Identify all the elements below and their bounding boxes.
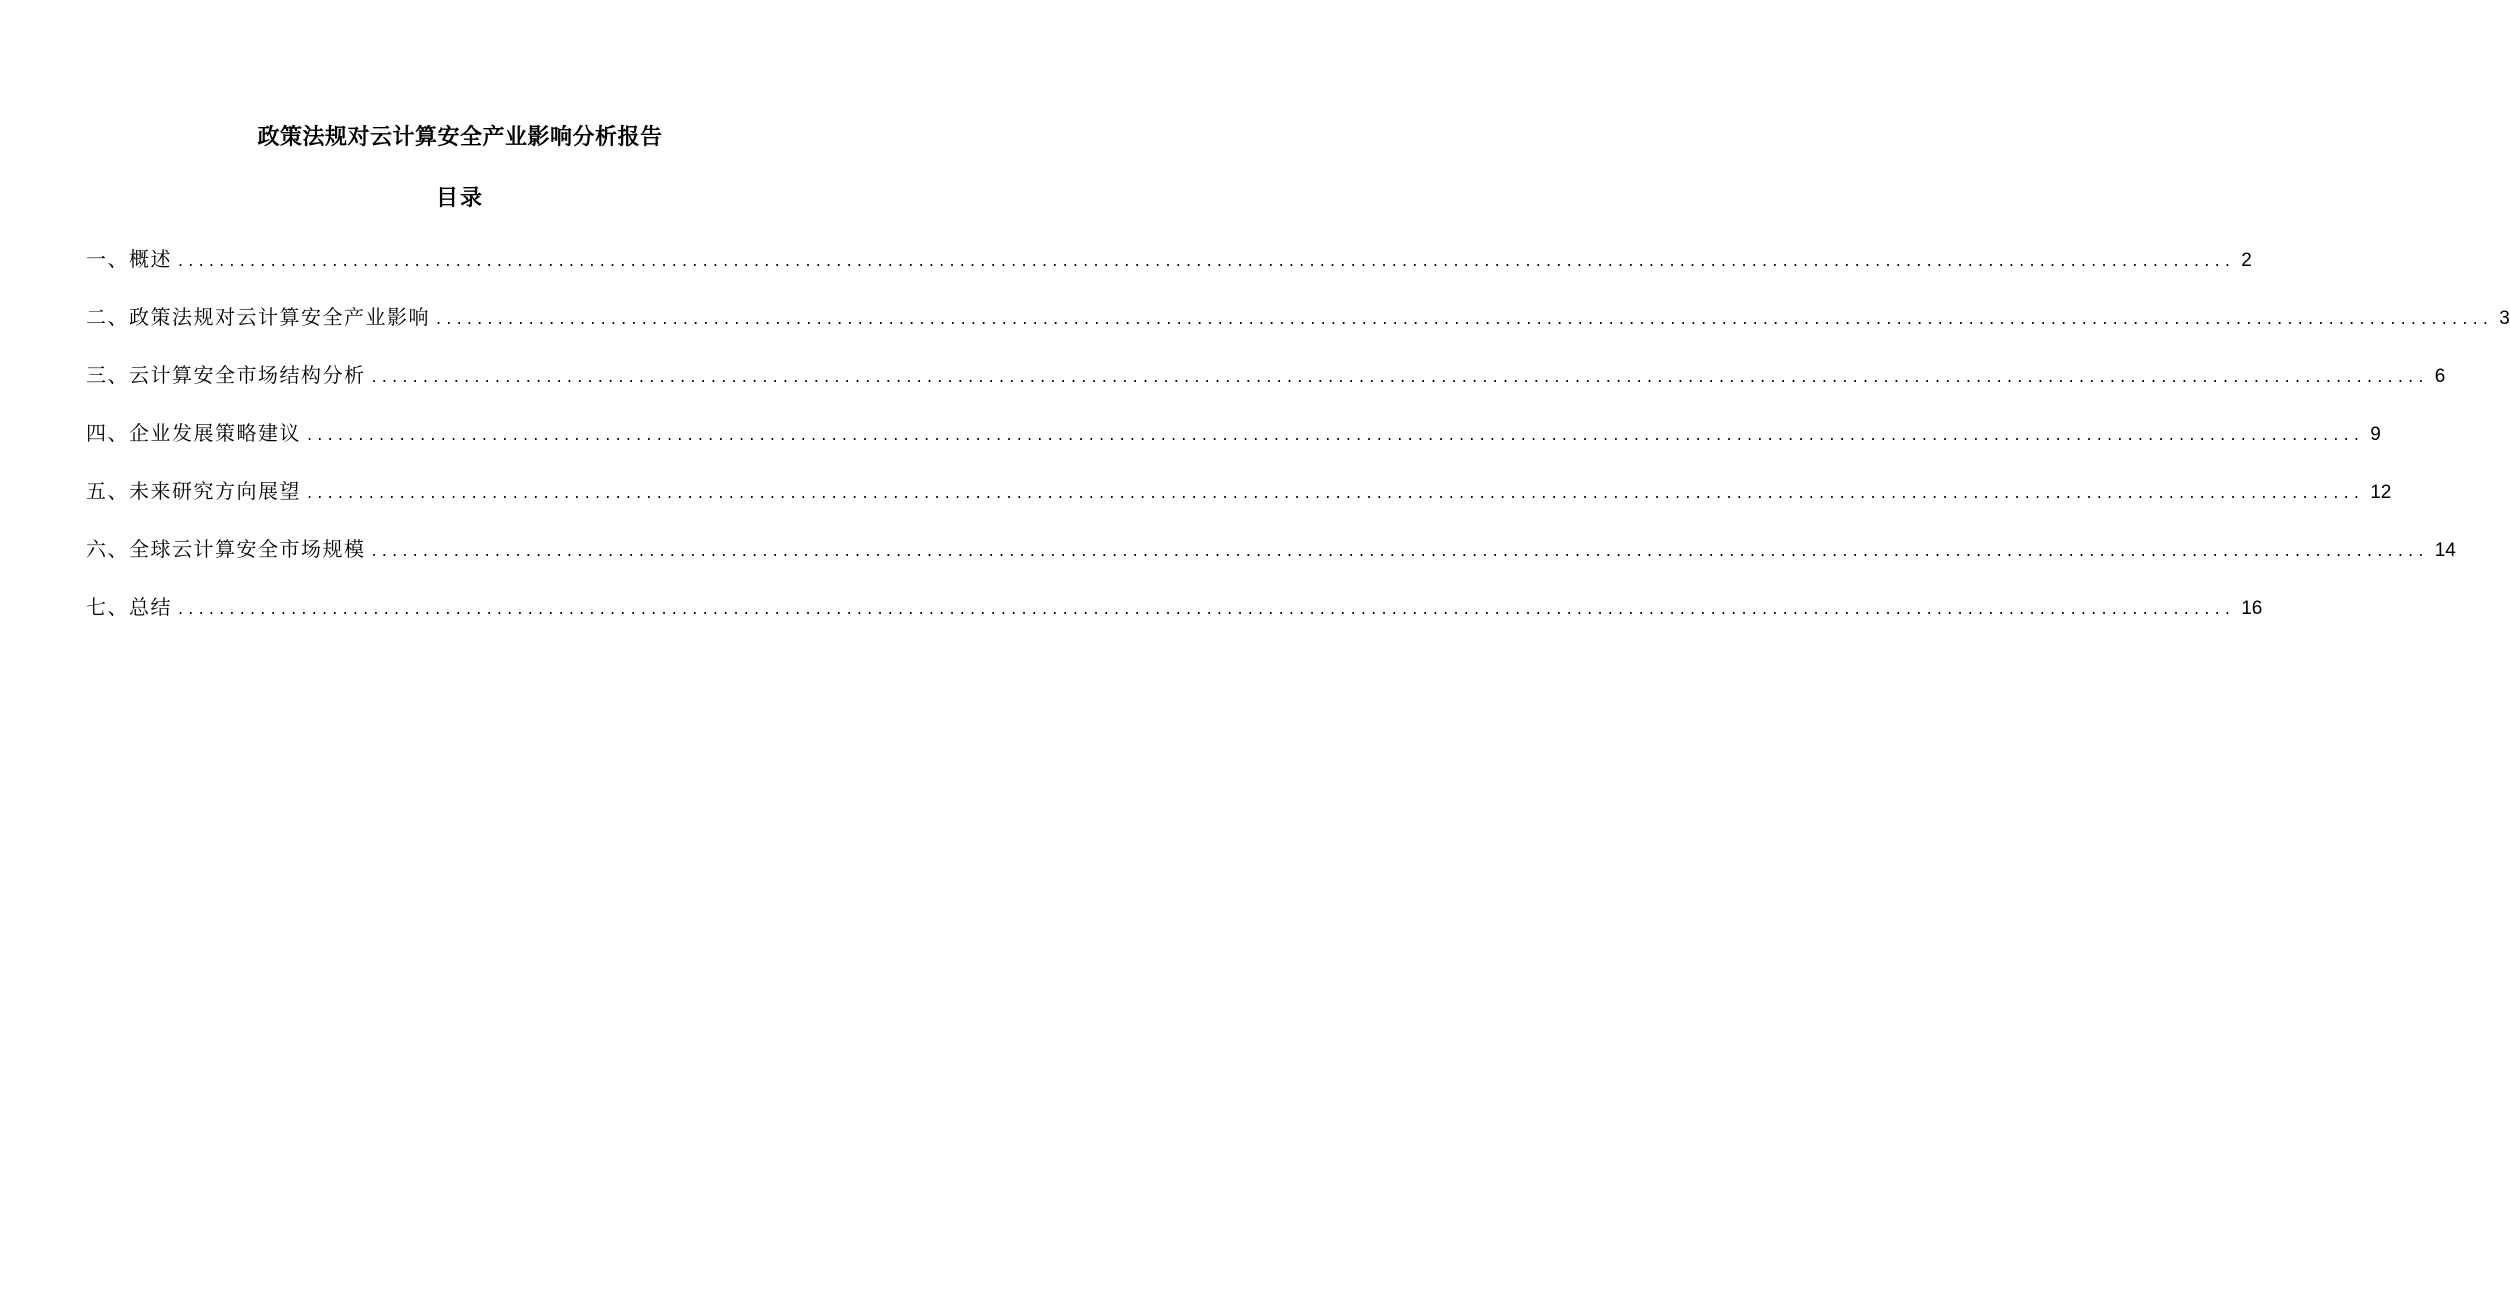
- toc-entry-strategy[interactable]: [86, 418, 2381, 476]
- toc-page-number: 16: [2241, 598, 2263, 619]
- toc-entry-label: 七、总结: [86, 595, 172, 619]
- toc-page-number: 6: [2434, 366, 2446, 387]
- toc-dot-leader: ........................................................................................................................................................................................................: [436, 309, 2494, 328]
- toc-dot-leader: ........................................................................................................................................................................................................: [371, 367, 2429, 386]
- toc-entry-label: 五、未来研究方向展望: [86, 479, 301, 503]
- toc-entry-label: 四、企业发展策略建议: [86, 421, 301, 445]
- toc-entry-label: 二、政策法规对云计算安全产业影响: [86, 305, 430, 329]
- toc-dot-leader: ........................................................................................................................................................................................................: [178, 251, 2236, 270]
- toc-entry-summary[interactable]: [86, 592, 2263, 650]
- table-of-contents: [86, 244, 2510, 650]
- toc-entry-label: 三、云计算安全市场结构分析: [86, 363, 366, 387]
- document-title: 政策法规对云计算安全产业影响分析报告: [257, 125, 663, 150]
- toc-entry-policy-impact[interactable]: [86, 302, 2510, 360]
- toc-dot-leader: ........................................................................................................................................................................................................: [307, 483, 2365, 502]
- toc-page-number: 9: [2370, 424, 2381, 445]
- toc-page-number: 14: [2434, 540, 2456, 561]
- toc-heading: 目录: [435, 186, 484, 211]
- toc-page-number: 3: [2499, 308, 2510, 329]
- toc-entry-label: 一、概述: [86, 247, 172, 271]
- toc-dot-leader: ........................................................................................................................................................................................................: [307, 425, 2365, 444]
- toc-page-number: 12: [2370, 482, 2392, 503]
- toc-dot-leader: ........................................................................................................................................................................................................: [371, 541, 2429, 560]
- toc-entry-label: 六、全球云计算安全市场规模: [86, 537, 366, 561]
- toc-entry-global-market[interactable]: [86, 534, 2456, 592]
- toc-entry-overview[interactable]: [86, 244, 2252, 302]
- toc-page-number: 2: [2241, 250, 2252, 271]
- toc-entry-future-research[interactable]: [86, 476, 2392, 534]
- toc-dot-leader: ........................................................................................................................................................................................................: [178, 599, 2236, 618]
- toc-entry-market-structure[interactable]: [86, 360, 2446, 418]
